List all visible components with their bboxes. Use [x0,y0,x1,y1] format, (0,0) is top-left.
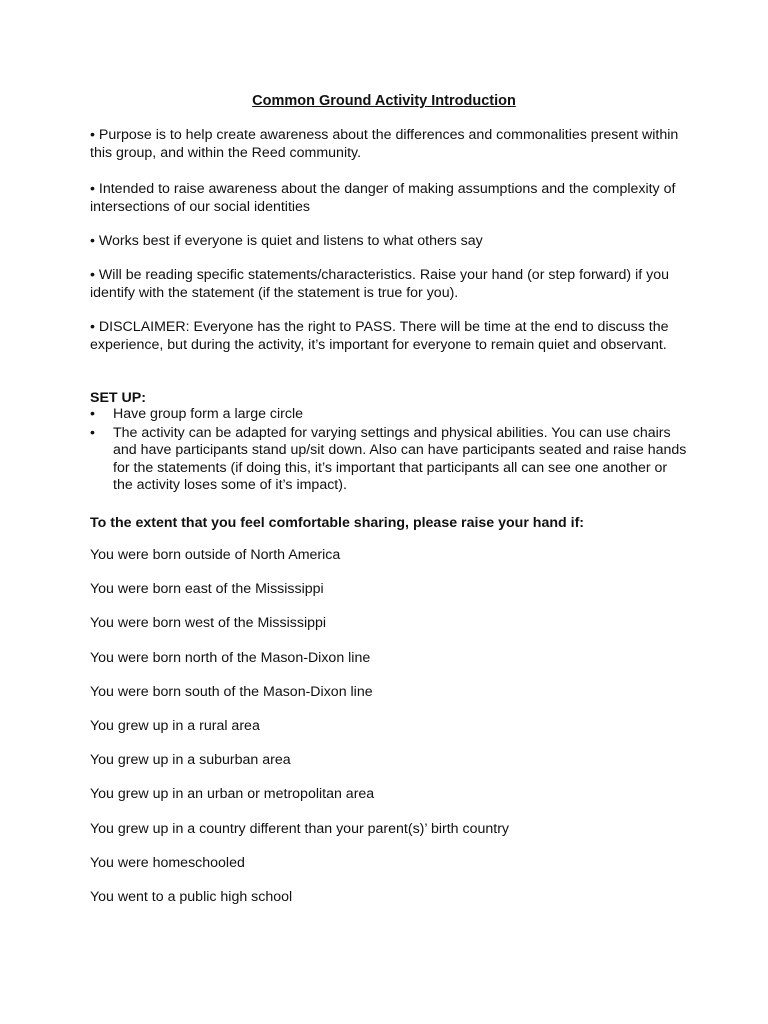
statement-item: You were born north of the Mason-Dixon line [90,649,371,666]
statement-item: You were born east of the Mississippi [90,581,324,598]
statement-list [90,546,690,922]
statement-item: You grew up in a suburban area [90,752,291,769]
intro-point-purpose: • Purpose is to help create awareness about the differences and commonalities present within this group, and within the Reed community. [90,127,679,161]
statement-item: You went to a public high school [90,888,293,905]
statement-item: You were born south of the Mason-Dixon line [90,683,373,700]
intro-point-quiet: • Works best if everyone is quiet and listens to what others say [90,233,483,249]
statement-item: You were homeschooled [90,854,245,871]
intro-point-statements: • Will be reading specific statements/characteristics. Raise your hand (or step forward) if you identify with the statement (if the statement is true for you). [90,267,670,301]
intro-point-disclaimer: • DISCLAIMER: Everyone has the right to PASS. There will be time at the end to discuss the experience, but during the activity, it’s important for everyone to remain quiet and observant. [90,319,669,353]
prompt-heading: To the extent that you feel comfortable sharing, please raise your hand if: [90,515,585,531]
statement-item: You were born outside of North America [90,547,341,563]
document-title: Common Ground Activity Introduction [252,93,516,109]
setup-list [90,406,690,496]
statement-item: You grew up in an urban or metropolitan area [90,786,375,803]
setup-item-text: Have group form a large circle [113,406,304,422]
statement-item: You were born west of the Mississippi [90,615,327,632]
setup-heading: SET UP: [90,390,146,406]
bullet-icon: • [90,406,95,422]
statement-item: You grew up in a country different than your parent(s)’ birth country [90,820,510,837]
statement-item: You grew up in a rural area [90,717,260,734]
bullet-icon: • [90,424,95,441]
intro-point-awareness: • Intended to raise awareness about the danger of making assumptions and the complexity of intersections of our social identities [90,181,676,215]
setup-item [90,406,690,424]
setup-item [90,425,690,495]
setup-item-text: The activity can be adapted for varying settings and physical abilities. You can use chairs and have participants stand up/sit down. Also can have participants seated and raise hands for the statements (if doing this, it’s important that participants all can see one another or the activity loses some of it’s impact). [113,424,687,493]
